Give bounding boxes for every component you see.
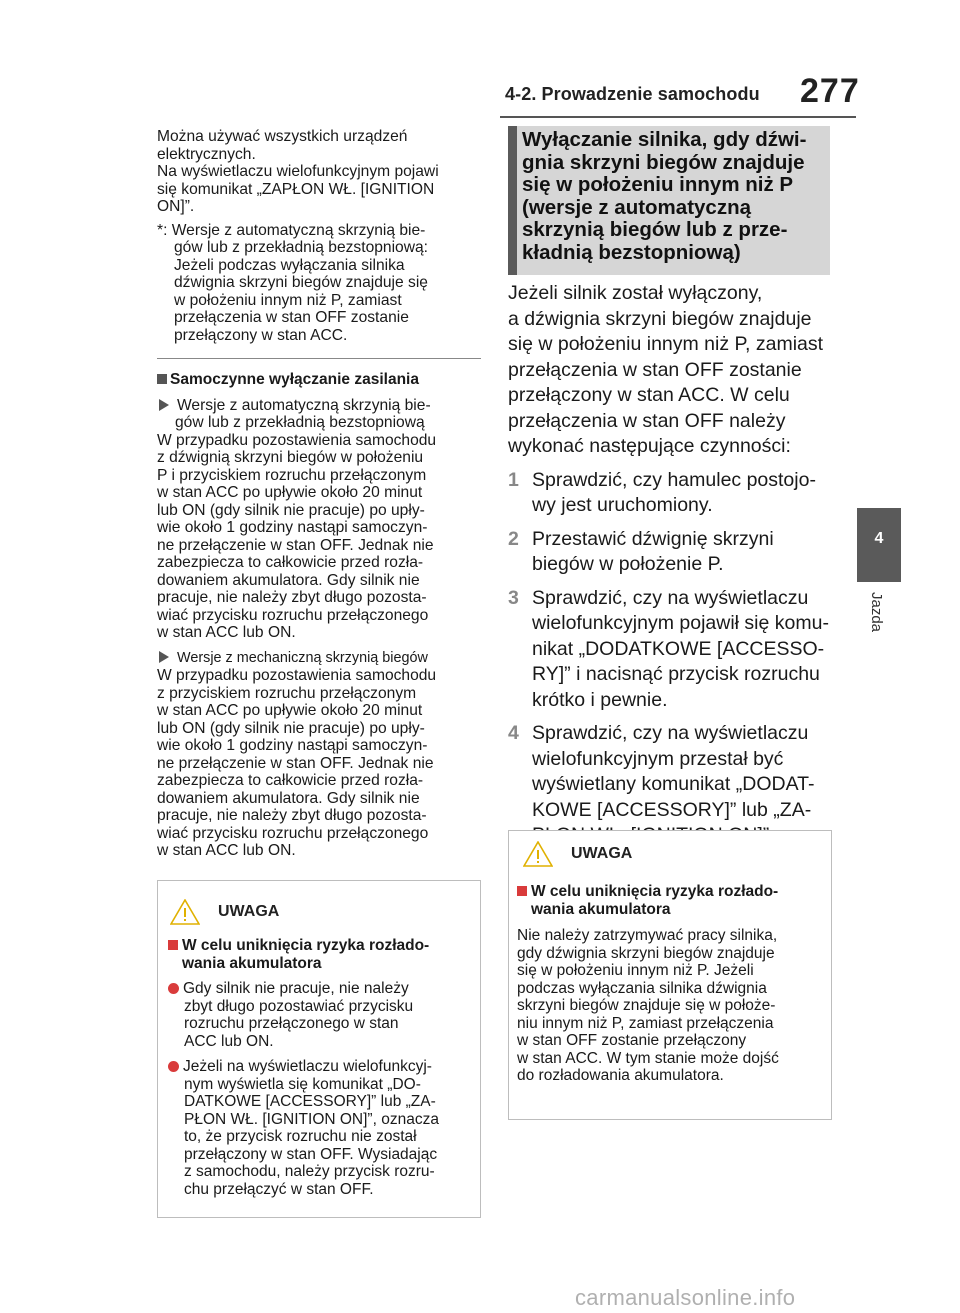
text-line: z przyciskiem rozruchu przełączonym	[157, 684, 417, 702]
right-intro	[508, 281, 830, 460]
text-line: Sprawdzić, czy na wyświetlaczu	[532, 722, 809, 744]
text-line: zbyt długo pozostawiać przycisku	[184, 997, 414, 1015]
warning-body	[517, 927, 823, 1085]
text-line: rozruchu przełączonego w stan	[184, 1015, 399, 1032]
right-column	[508, 281, 830, 849]
text-line: ne przełączenie w stan OFF. Jednak nie	[157, 536, 434, 554]
text-line: przełączenia w stan OFF należy	[508, 409, 786, 432]
text-line: pracuje, nie należy zbyt długo pozosta-	[157, 589, 427, 606]
warning-box-left	[157, 880, 481, 1218]
note-line: gów lub z przekładnią bezstopniową:	[174, 239, 428, 256]
text-line: do rozładowania akumulatora.	[517, 1067, 724, 1084]
text-line: Jeżeli silnik został wyłączony,	[508, 282, 763, 304]
step-number: 3	[508, 586, 519, 609]
text-line: krótko i pewnie.	[532, 688, 668, 711]
text-line: Jeżeli na wyświetlaczu wielofunkcyj-	[183, 1058, 432, 1075]
warning-title-row	[170, 899, 279, 925]
square-bullet-icon	[517, 886, 527, 896]
text-line: Przestawić dźwignię skrzyni	[532, 527, 774, 550]
text-line: Wersje z automatyczną skrzynią bie-	[177, 396, 431, 414]
intro-line: się komunikat „ZAPŁON WŁ. [IGNITION	[157, 180, 435, 198]
text-line: przełączenia w stan OFF zostanie	[508, 358, 802, 381]
text-line: W celu uniknięcia ryzyka rozłado-	[531, 883, 779, 900]
text-line: wie około 1 godziny nastąpi samoczyn-	[157, 519, 428, 536]
square-bullet-icon	[168, 940, 178, 950]
item-heading-manual	[157, 650, 481, 668]
text-line: wykonać następujące czynności:	[508, 435, 791, 457]
text-line: w stan ACC lub ON.	[157, 624, 296, 641]
text-line: ACC lub ON.	[184, 1032, 274, 1050]
warning-triangle-icon	[523, 841, 553, 867]
text-line: zabezpiecza to całkowicie przed rozła-	[157, 554, 424, 571]
chapter-label: Jazda	[868, 592, 885, 633]
intro-line: Można używać wszystkich urządzeń	[157, 128, 408, 145]
text-line: przełączony w stan ACC. W celu	[508, 384, 790, 406]
step-item	[508, 468, 830, 519]
section-title: 4-2. Prowadzenie samochodu	[505, 84, 760, 104]
intro-line: ON]”.	[157, 198, 195, 215]
step-item	[508, 586, 830, 714]
text-line: PŁON WŁ. [IGNITION ON]”, oznacza	[184, 1110, 439, 1128]
text-line: gnia skrzyni biegów znajduje	[522, 150, 805, 174]
text-line: w stan ACC po upływie około 20 minut	[157, 702, 423, 719]
text-line: przełączony w stan OFF. Wysiadając	[184, 1145, 438, 1163]
note-line: w położeniu innym niż P, zamiast	[174, 291, 402, 309]
text-line: lub ON (gdy silnik nie pracuje) po upły-	[157, 501, 425, 519]
text-line: DATKOWE [ACCESSORY]” lub „ZA-	[184, 1093, 436, 1110]
text-line: Gdy silnik nie pracuje, nie należy	[183, 980, 409, 997]
text-line: podczas wyłączania silnika dźwignia	[517, 979, 767, 997]
text-line: wielofunkcyjnym przestał być	[532, 747, 784, 770]
triangle-arrow-icon	[159, 651, 169, 663]
section-heading	[522, 129, 828, 265]
text-line: wielofunkcyjnym pojawił się komu-	[532, 612, 829, 634]
text-line: KOWE [ACCESSORY]” lub „ZA-	[532, 798, 812, 821]
note-line: przełączenia w stan OFF zostanie	[174, 309, 409, 326]
text-line: (wersje z automatyczną	[522, 195, 751, 219]
text-line: Wersje z mechaniczną skrzynią biegów	[177, 649, 428, 666]
text-line: w stan ACC. W tym stanie może dojść	[517, 1049, 779, 1067]
section-heading-bar	[508, 126, 517, 275]
round-bullet-icon	[168, 1061, 179, 1072]
note-line: dźwignia skrzyni biegów znajduje się	[174, 274, 428, 291]
step-number: 2	[508, 527, 519, 550]
warning-title: UWAGA	[571, 845, 633, 863]
text-line: w stan ACC po upływie około 20 minut	[157, 484, 423, 501]
warning-title-row	[523, 841, 632, 867]
text-line: Wyłączanie silnika, gdy dźwi-	[522, 128, 807, 151]
text-line: W przypadku pozostawienia samochodu	[157, 667, 437, 684]
item-body-automatic	[157, 432, 481, 642]
text-line: a dźwignia skrzyni biegów znajduje	[508, 307, 812, 330]
text-line: wy jest uruchomiony.	[532, 494, 713, 516]
note-line: przełączony w stan ACC.	[174, 326, 348, 344]
note-line: Jeżeli podczas wyłączania silnika	[174, 256, 405, 274]
text-line: nym wyświetla się komunikat „DO-	[184, 1075, 421, 1093]
text-line: wania akumulatora	[531, 900, 671, 918]
item-heading-automatic	[157, 397, 481, 432]
warning-title: UWAGA	[218, 903, 280, 921]
text-line: skrzyni biegów znajduje się w położe-	[517, 997, 776, 1014]
text-line: wyświetlany komunikat „DODAT-	[532, 773, 815, 795]
text-line: to, że przycisk rozruchu nie został	[184, 1128, 417, 1145]
text-line: kładnią bezstopniową)	[522, 240, 741, 264]
text-line: się w położeniu innym niż P	[522, 173, 794, 197]
text-line: biegów w położenie P.	[532, 553, 724, 575]
text-line: ne przełączenie w stan OFF. Jednak nie	[157, 754, 434, 772]
text-line: pracuje, nie należy zbyt długo pozosta-	[157, 807, 427, 824]
step-number: 4	[508, 722, 519, 744]
text-line: wania akumulatora	[182, 954, 322, 972]
round-bullet-icon	[168, 983, 179, 994]
text-line: gdy dźwignia skrzyni biegów znajduje	[517, 944, 775, 962]
watermark[interactable]: carmanualsonline.info	[575, 1285, 796, 1310]
text-line: w stan ACC lub ON.	[157, 842, 296, 859]
warning-bullet	[168, 980, 470, 1050]
footnote	[157, 222, 481, 345]
text-line: dowaniem akumulatora. Gdy silnik nie	[157, 789, 420, 807]
intro-paragraph	[157, 128, 481, 216]
text-line: W przypadku pozostawienia samochodu	[157, 431, 437, 449]
intro-line: elektrycznych.	[157, 145, 256, 163]
text-line: Sprawdzić, czy hamulec postojo-	[532, 468, 816, 491]
text-line: niu innym niż P, zamiast przełączenia	[517, 1014, 774, 1032]
text-line: W celu uniknięcia ryzyka rozłado-	[182, 937, 430, 954]
text-line: nikat „DODATKOWE [ACCESSO-	[532, 637, 825, 660]
header-rule	[500, 116, 856, 118]
text-line: wie około 1 godziny nastąpi samoczyn-	[157, 737, 428, 754]
text-line: lub ON (gdy silnik nie pracuje) po upły-	[157, 719, 425, 737]
text-line: Samoczynne wyłączanie zasilania	[170, 371, 419, 388]
page-number: 277	[800, 72, 860, 110]
text-line: wiać przycisku rozruchu przełączonego	[157, 606, 429, 624]
text-line: z dźwignią skrzyni biegów w położeniu	[157, 449, 424, 466]
warning-triangle-icon	[170, 899, 200, 925]
text-line: RY]” i nacisnąć przycisk rozruchu	[532, 663, 820, 685]
warning-content	[517, 883, 823, 1085]
text-line: Nie należy zatrzymywać pracy silnika,	[517, 927, 778, 944]
text-line: zabezpiecza to całkowicie przed rozła-	[157, 772, 424, 789]
chapter-number: 4	[874, 530, 884, 547]
text-line: w stan OFF zostanie przełączony	[517, 1032, 747, 1049]
square-bullet-icon	[157, 374, 167, 384]
text-line: P i przyciskiem rozruchu przełączonym	[157, 466, 427, 484]
left-column	[157, 128, 481, 860]
text-line: z samochodu, należy przycisk rozru-	[184, 1163, 435, 1180]
intro-line: Na wyświetlaczu wielofunkcyjnym pojawi	[157, 163, 439, 180]
warning-content	[168, 937, 470, 1198]
triangle-arrow-icon	[159, 399, 169, 411]
text-line: dowaniem akumulatora. Gdy silnik nie	[157, 571, 420, 589]
step-number: 1	[508, 468, 519, 491]
warning-bullet	[168, 1058, 470, 1198]
section-divider	[157, 358, 481, 359]
auto-off-heading	[157, 371, 481, 389]
step-item	[508, 527, 830, 578]
item-body-manual	[157, 667, 481, 860]
warning-subhead	[517, 883, 823, 918]
text-line: Sprawdzić, czy na wyświetlaczu	[532, 586, 809, 609]
warning-box-right	[508, 830, 832, 1120]
text-line: skrzynią biegów lub z prze-	[522, 218, 788, 242]
note-line: *: Wersje z automatyczną skrzynią bie-	[157, 221, 426, 239]
text-line: chu przełączyć w stan OFF.	[184, 1180, 374, 1198]
warning-subhead	[168, 937, 470, 972]
text-line: wiać przycisku rozruchu przełączonego	[157, 824, 429, 842]
text-line: się w położeniu innym niż P. Jeżeli	[517, 962, 754, 979]
text-line: gów lub z przekładnią bezstopniową	[175, 414, 425, 431]
text-line: się w położeniu innym niż P, zamiast	[508, 333, 824, 355]
